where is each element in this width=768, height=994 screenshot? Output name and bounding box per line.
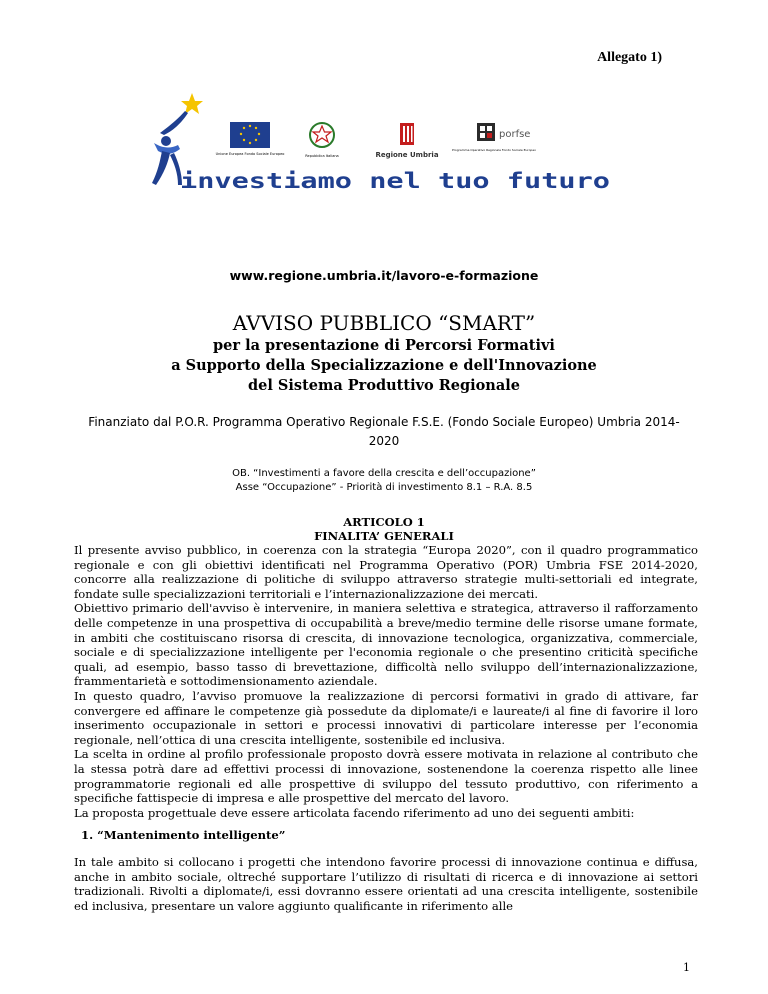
italy-emblem-icon bbox=[310, 123, 334, 147]
subtitle-line-3: del Sistema Produttivo Regionale bbox=[248, 377, 520, 394]
paragraph: In questo quadro, l’avviso promuove la realizzazione di percorsi formativi in grado di attivare, far convergere ed affinare le competenze già possedute da diplomate/i e laureate/i al fine di favorire il loro inserimento occupazionale in settori e processi innovativi di particolare interesse per l’economia regionale, nell’ottica di una crescita intelligente, sostenibile ed inclusiva. bbox=[74, 688, 698, 747]
eu-caption: Unione Europea Fondo Sociale Europeo bbox=[215, 152, 285, 156]
eu-flag-icon bbox=[230, 122, 270, 148]
rep-caption: Repubblica Italiana bbox=[305, 154, 339, 158]
page-title: AVVISO PUBBLICO “SMART” bbox=[232, 311, 536, 335]
financing-note: Finanziato dal P.O.R. Programma Operativo Regionale F.S.E. (Fondo Sociale Europeo) Umbria 2014-2020 bbox=[88, 415, 680, 448]
banner-logos bbox=[152, 93, 612, 198]
subtitle-line-1: per la presentazione di Percorsi Formativi bbox=[213, 337, 555, 354]
banner-slogan: investiamo nel tuo futuro bbox=[180, 169, 610, 193]
article-number: ARTICOLO 1 bbox=[343, 515, 425, 529]
paragraph: Obiettivo primario dell'avviso è intervenire, in maniera selettiva e strategica, attraverso il rafforzamento delle competenze in una prospettiva di occupabilità a breve/medio termine delle risorse umane formate, in ambiti che costituiscano risorsa di crescita, di innovazione tecnologica, organizzativa, commerciale, sociale e di specializzazione intelligente per l'economia regionale o che presentino criticità specifiche quali, ad esempio, basso tasso di brevettazione, difficoltà nello sviluppo dell’internazionalizzazione, frammentarietà e sottodimensionamento aziendale. bbox=[74, 601, 698, 689]
paragraph: La scelta in ordine al profilo professionale proposto dovrà essere motivata in relazione al contributo che la stessa potrà dare ad effettivi processi di innovazione, sostenendone la coerenza rispetto alle linee programmatorie regionali ed alle prospettive di sviluppo del tessuto produttivo, con riferimento a specifiche fattispecie di impresa e alle prospettive del mercato del lavoro. bbox=[74, 747, 698, 806]
paragraph: Il presente avviso pubblico, in coerenza con la strategia “Europa 2020”, con il quadro programmatico regionale e con gli obiettivi identificati nel Programma Operativo (POR) Umbria FSE 2014-2020, concorre alla realizzazione di politiche di sviluppo attraverso strategie multi-settoriali ed integrate, fondate sulle specializzazioni territoriali e l’internazionalizzazione dei mercati. bbox=[74, 543, 698, 601]
regione-umbria-logo-icon bbox=[400, 123, 414, 145]
regione-umbria-label: Regione Umbria bbox=[375, 151, 439, 159]
ob-line-1: OB. “Investimenti a favore della crescita e dell’occupazione” bbox=[232, 468, 536, 479]
ob-line-2: Asse “Occupazione” - Priorità di investimento 8.1 – R.A. 8.5 bbox=[235, 482, 533, 493]
page-number: 1 bbox=[683, 961, 690, 974]
list-item-text: In tale ambito si collocano i progetti che intendono favorire processi di innovazione continua e diffusa, anche in ambito sociale, oltreché supportare l’utilizzo di risultati di ricerca e di innovazione ai settori tradizionali. Rivolti a diplomate/i, essi dovranno essere orientati ad una crescita intelligente, sostenibile ed inclusiva, presentare un valore aggiunto qualificante in riferimento alle bbox=[74, 855, 698, 913]
article-body bbox=[74, 543, 698, 820]
allegato-label: Allegato 1) bbox=[597, 50, 662, 65]
porfse-caption: Programma Operativo Regionale Fondo Sociale Europeo bbox=[452, 148, 536, 152]
article-heading: FINALITA’ GENERALI bbox=[314, 529, 454, 543]
porfse-label: porfse bbox=[499, 129, 531, 140]
paragraph: La proposta progettuale deve essere articolata facendo riferimento ad uno dei seguenti ambiti: bbox=[74, 805, 635, 820]
list-item-heading: 1. “Mantenimento intelligente” bbox=[81, 828, 286, 842]
porfse-logo-icon bbox=[477, 123, 495, 141]
website-url: www.regione.umbria.it/lavoro-e-formazione bbox=[229, 268, 539, 283]
subtitle-line-2: a Supporto della Specializzazione e dell'Innovazione bbox=[171, 357, 597, 374]
